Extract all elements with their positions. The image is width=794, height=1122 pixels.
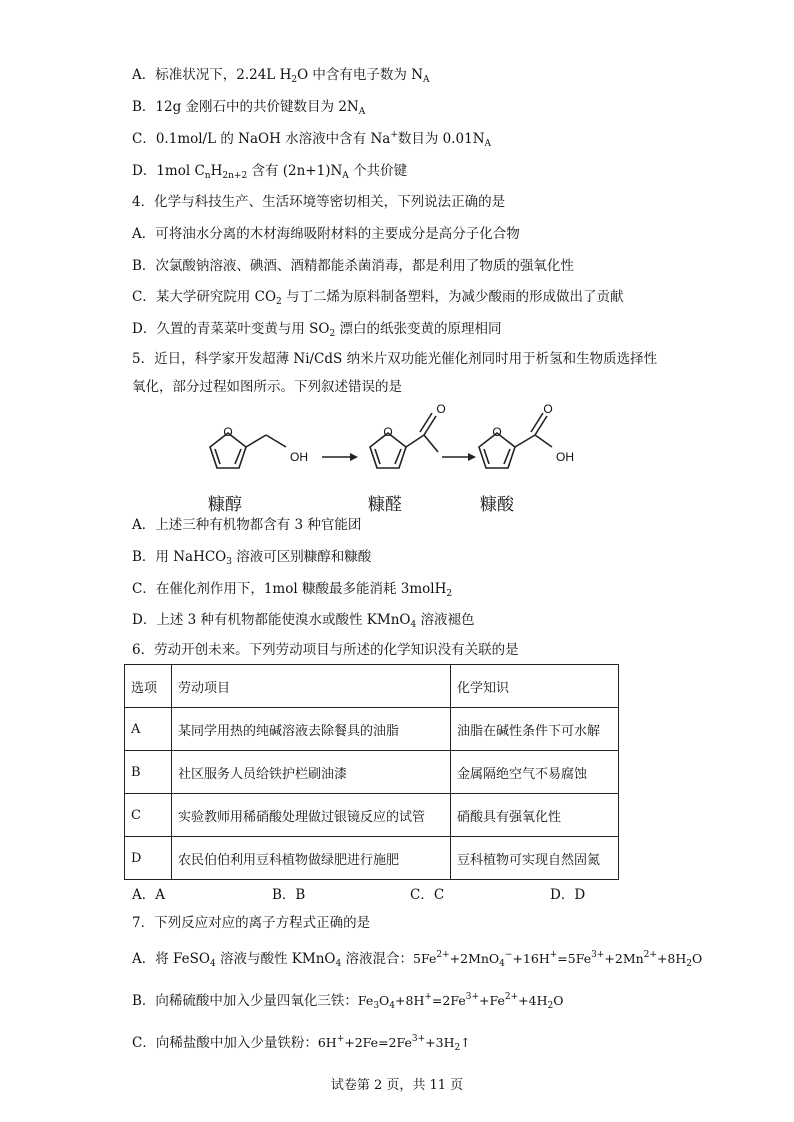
table-cell: 农民伯伯利用豆科植物做绿肥进行施肥 (172, 837, 451, 880)
table-cell: D (125, 837, 172, 880)
q3-option-a (132, 66, 430, 84)
subscript: A (484, 139, 492, 149)
ring-oxygen-label-3: O (492, 425, 502, 439)
eq-term: +2Fe=2Fe (344, 1035, 412, 1050)
table-header-cell: 选项 (125, 665, 172, 708)
text: D．久置的青菜菜叶变黄与用 SO (132, 321, 330, 337)
ring-oxygen-label-1: O (223, 425, 233, 439)
subscript: 4 (499, 959, 505, 969)
table-cell: 实验教师用稀硝酸处理做过银镜反应的试管 (172, 794, 451, 837)
charge: − (504, 950, 513, 960)
subscript: 2 (329, 329, 336, 339)
text: 溶液与酸性 KMnO (215, 951, 336, 967)
q5-option-a: A．上述三种有机物都含有 3 种官能团 (132, 517, 362, 533)
q7-option-b (132, 992, 563, 1010)
molecule-name-furfuryl-alcohol: 糠醇 (208, 495, 242, 515)
text: 1mol C (156, 163, 205, 179)
table-header-cell: 化学知识 (451, 665, 619, 708)
text: 溶液可区别糠醇和糠酸 (231, 549, 372, 565)
subscript: 4 (410, 620, 417, 630)
table-cell: A (125, 708, 172, 751)
ring-oxygen-label-2: O (383, 425, 393, 439)
option-label: C． (132, 131, 156, 147)
q4-option-b: B．次氯酸钠溶液、碘酒、酒精都能杀菌消毒，都是利用了物质的强氧化性 (132, 258, 574, 274)
table-row (125, 794, 619, 837)
table-header-row (125, 665, 619, 708)
hydroxyl-label-2: OH (556, 450, 574, 464)
subscript: A (342, 171, 349, 181)
aldehyde-oxygen-label: O (436, 402, 446, 416)
eq-term: +16H (512, 951, 550, 966)
hydroxyl-label-1: OH (290, 450, 308, 464)
subscript: 4 (209, 959, 216, 969)
subscript: 4 (389, 1001, 396, 1011)
table-cell: 豆科植物可实现自然固氮 (451, 837, 619, 880)
q5-stem-line2: 氧化，部分过程如图所示。下列叙述错误的是 (132, 379, 402, 395)
eq-term: +4H (518, 993, 548, 1008)
text: B．用 NaHCO (132, 549, 227, 565)
q4-option-d (132, 320, 501, 338)
text: 个共价键 (348, 163, 408, 179)
text: A．将 FeSO (132, 951, 210, 967)
text: C．在催化剂作用下，1mol 糠酸最多能消耗 3molH (132, 581, 447, 597)
eq-term: 6H (317, 1035, 337, 1050)
furan-ring-3 (479, 413, 552, 468)
subscript: A (423, 75, 430, 85)
subscript: 2 (547, 1001, 554, 1011)
gas-arrow-icon: ↑ (460, 1035, 471, 1050)
text: C．某大学研究院用 CO (132, 289, 277, 305)
q6-option-a: A．A (132, 887, 165, 903)
q5-option-d (132, 611, 475, 629)
eq-term: +8H (395, 993, 425, 1008)
text: 12g 金刚石中的共价键数目为 2N (155, 99, 359, 115)
subscript: 3 (226, 557, 232, 567)
q5-stem-line1: 5．近日，科学家开发超薄 Ni/CdS 纳米片双功能光催化剂同时用于析氢和生物质选择性 (132, 351, 658, 367)
text: D．上述 3 种有机物都能使溴水或酸性 KMnO (132, 612, 411, 628)
text: C．向稀盐酸中加入少量铁粉： (132, 1035, 318, 1051)
text: 含有 (2n+1)N (247, 163, 343, 179)
q5-option-c (132, 580, 452, 598)
eq-term: =2Fe (431, 993, 466, 1008)
table-cell: B (125, 751, 172, 794)
text: O 中含有电子数为 N (297, 67, 424, 83)
subscript: n (204, 171, 211, 181)
charge: 2+ (504, 992, 519, 1002)
charge: + (424, 992, 432, 1002)
subscript: 2 (446, 589, 453, 599)
table-cell: 金属隔绝空气不易腐蚀 (451, 751, 619, 794)
table-cell: 硝酸具有强氧化性 (451, 794, 619, 837)
q5-option-b (132, 548, 371, 566)
table-cell: 油脂在碱性条件下可水解 (451, 708, 619, 751)
q6-option-b: B．B (272, 887, 306, 903)
q4-option-a: A．可将油水分离的木材海绵吸附材料的主要成分是高分子化合物 (132, 226, 520, 242)
eq-term: +2Mn (604, 951, 644, 966)
q6-option-d: D．D (550, 887, 586, 903)
charge: 3+ (465, 992, 480, 1002)
eq-term: O (553, 993, 564, 1008)
text: 标准状况下，2.24L H (155, 67, 292, 83)
ionic-equation-c (317, 1034, 471, 1053)
q7-stem: 7．下列反应对应的离子方程式正确的是 (132, 915, 371, 931)
molecule-name-furfural: 糠醛 (368, 495, 402, 515)
reaction-diagram (190, 402, 610, 515)
text: H (210, 163, 223, 179)
subscript: 2 (291, 75, 298, 85)
eq-term: O (379, 993, 390, 1008)
ionic-equation-b (357, 992, 564, 1011)
text: 数目为 0.01N (397, 131, 485, 147)
q6-table (124, 664, 619, 880)
page-footer: 试卷第 2 页，共 11 页 (330, 1078, 464, 1093)
reaction-structures (190, 402, 610, 492)
q7-option-c (132, 1034, 471, 1052)
eq-term: +3H (425, 1035, 455, 1050)
eq-term: 5Fe (413, 951, 437, 966)
furan-ring-1 (210, 433, 286, 468)
eq-term: =5Fe (557, 951, 592, 966)
table-row (125, 708, 619, 751)
table-header-cell: 劳动项目 (172, 665, 451, 708)
option-label: B． (132, 99, 156, 115)
option-label: D． (132, 163, 157, 179)
eq-term: Fe (357, 993, 374, 1008)
q3-option-b (132, 98, 365, 116)
q6-option-c: C．C (410, 887, 445, 903)
text: 与丁二烯为原料制备塑料，为减少酸雨的形成做出了贡献 (281, 289, 624, 305)
table-row (125, 837, 619, 880)
text: B．向稀硫酸中加入少量四氧化三铁： (132, 993, 358, 1009)
q7-option-a (132, 950, 702, 968)
charge: 2+ (643, 950, 657, 960)
text: 0.1mol/L 的 NaOH 水溶液中含有 Na (155, 131, 391, 147)
eq-term: +8H (656, 951, 687, 966)
subscript: 2 (276, 297, 282, 307)
eq-term: +Fe (479, 993, 505, 1008)
subscript: 2 (454, 1043, 461, 1053)
subscript: 3 (373, 1001, 380, 1011)
charge: + (336, 1034, 345, 1044)
ionic-equation-a (413, 950, 703, 969)
superscript: + (390, 130, 398, 140)
table-cell: C (125, 794, 172, 837)
charge: 3+ (591, 950, 605, 960)
table-cell: 某同学用热的纯碱溶液去除餐具的油脂 (172, 708, 451, 751)
q6-stem: 6．劳动开创未来。下列劳动项目与所述的化学知识没有关联的是 (132, 642, 519, 658)
text: 溶液褪色 (416, 612, 475, 628)
acid-oxygen-label: O (543, 402, 553, 416)
charge: 3+ (411, 1034, 426, 1044)
text: 溶液混合： (341, 951, 414, 967)
q3-option-c (132, 130, 491, 148)
eq-term: O (692, 951, 703, 966)
furan-ring-2 (370, 413, 438, 468)
eq-term: +2MnO (449, 951, 500, 966)
table-cell: 社区服务人员给铁护栏刷油漆 (172, 751, 451, 794)
subscript: A (358, 107, 366, 117)
subscript: 2 (686, 959, 693, 969)
molecule-name-furoic-acid: 糠酸 (480, 495, 514, 515)
table-row (125, 751, 619, 794)
q4-stem: 4．化学与科技生产、生活环境等密切相关，下列说法正确的是 (132, 194, 506, 210)
subscript: 2n+2 (222, 171, 248, 181)
option-label: A． (132, 67, 156, 83)
q4-option-c (132, 288, 624, 306)
q3-option-d (132, 162, 407, 180)
q6-options (132, 883, 602, 901)
text: 漂白的纸张变黄的原理相同 (335, 321, 502, 337)
charge: + (549, 950, 558, 960)
charge: 2+ (436, 950, 450, 960)
subscript: 4 (335, 959, 342, 969)
